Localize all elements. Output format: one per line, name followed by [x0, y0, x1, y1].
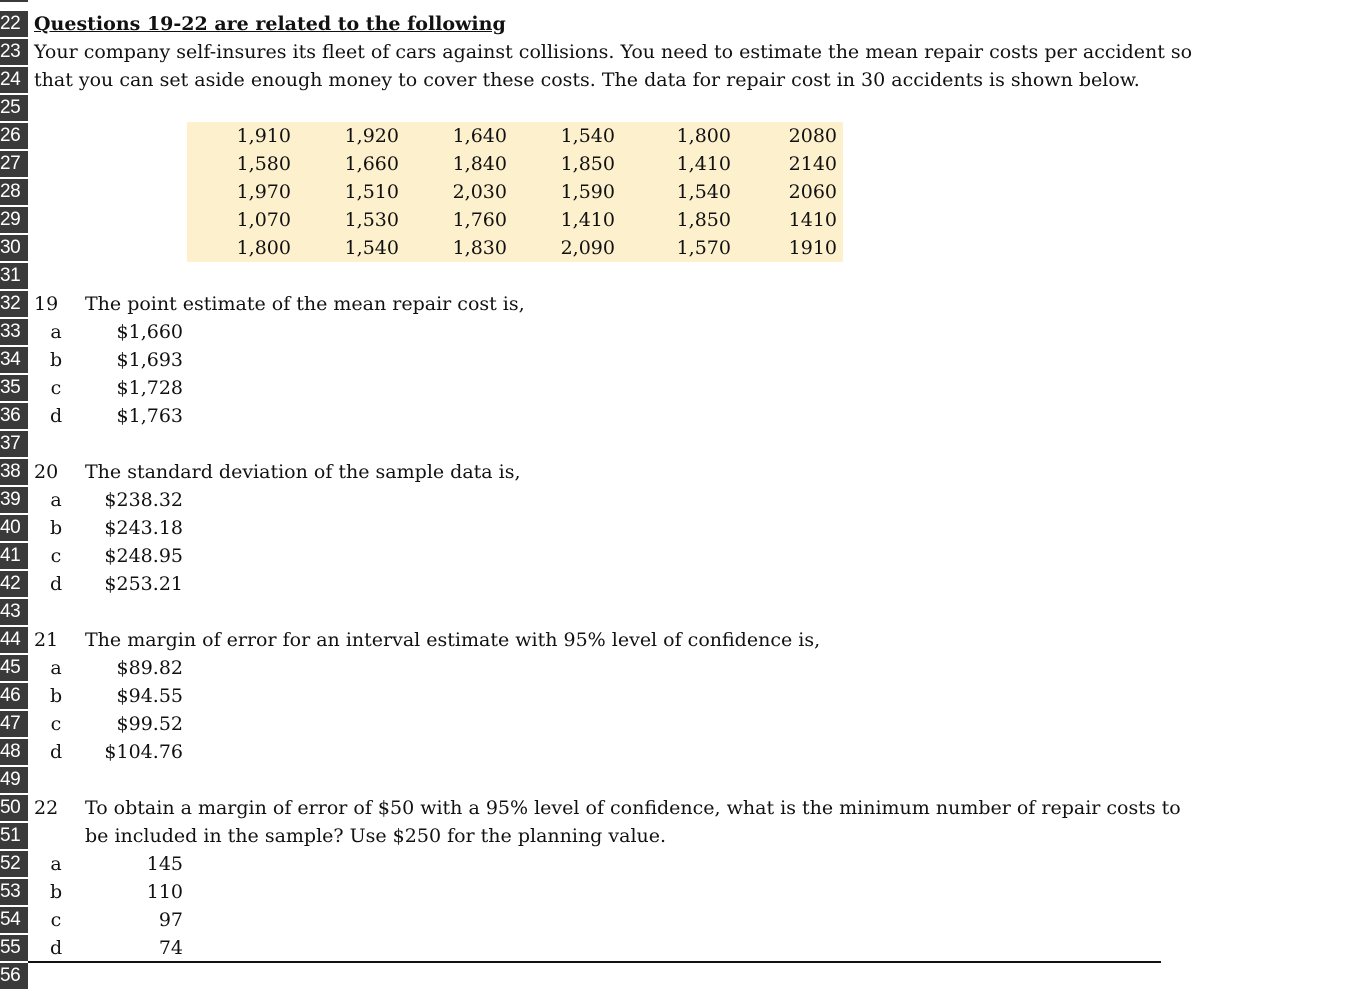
option-letter: d	[50, 937, 63, 959]
data-cell[interactable]: 1,970	[236, 181, 291, 203]
bottom-border	[28, 961, 1161, 963]
sheet-row	[0, 794, 1366, 822]
sheet-row	[0, 38, 1366, 66]
option-letter: a	[50, 321, 62, 343]
data-cell[interactable]: 1,580	[236, 153, 291, 175]
data-cell[interactable]: 2,090	[560, 237, 615, 259]
sheet-row	[0, 514, 1366, 542]
sheet-row	[0, 430, 1366, 458]
data-cell[interactable]: 1,800	[676, 125, 731, 147]
sheet-row	[0, 682, 1366, 710]
data-cell[interactable]: 1910	[788, 237, 837, 259]
sheet-row	[0, 10, 1366, 38]
row-number[interactable]: 39	[0, 487, 28, 513]
data-cell[interactable]: 1,840	[452, 153, 507, 175]
row-number[interactable]: 28	[0, 179, 28, 205]
row-number[interactable]: 50	[0, 795, 28, 821]
row-number[interactable]: 36	[0, 403, 28, 429]
row-number[interactable]: 34	[0, 347, 28, 373]
option-value[interactable]: $99.52	[116, 713, 183, 735]
data-cell[interactable]: 1,540	[560, 125, 615, 147]
row-number[interactable]: 49	[0, 767, 28, 793]
sheet-row	[0, 906, 1366, 934]
row-number[interactable]: 26	[0, 123, 28, 149]
data-cell[interactable]: 1,530	[344, 209, 399, 231]
sheet-row	[0, 486, 1366, 514]
sheet-row	[0, 626, 1366, 654]
option-letter: a	[50, 657, 62, 679]
option-letter: d	[50, 405, 63, 427]
option-value[interactable]: $1,660	[116, 321, 183, 343]
row-number[interactable]: 55	[0, 935, 28, 961]
data-cell[interactable]: 1,660	[344, 153, 399, 175]
sheet-row	[0, 178, 1366, 206]
data-cell[interactable]: 1410	[788, 209, 837, 231]
option-value[interactable]: 110	[146, 881, 183, 903]
row-number[interactable]: 46	[0, 683, 28, 709]
data-cell[interactable]: 1,830	[452, 237, 507, 259]
question-text: The point estimate of the mean repair cost is,	[85, 293, 525, 315]
row-number[interactable]: 27	[0, 151, 28, 177]
option-value[interactable]: $89.82	[116, 657, 183, 679]
sheet-row	[0, 122, 1366, 150]
option-value[interactable]: 145	[146, 853, 183, 875]
option-letter: b	[50, 881, 63, 903]
sheet-row	[0, 94, 1366, 122]
option-value[interactable]: $1,763	[116, 405, 183, 427]
option-letter: b	[50, 349, 63, 371]
option-letter: d	[50, 741, 63, 763]
data-cell[interactable]: 2,030	[452, 181, 507, 203]
row-number[interactable]: 24	[0, 67, 28, 93]
row-number[interactable]: 38	[0, 459, 28, 485]
question-text: To obtain a margin of error of $50 with a 95% level of confidence, what is the minimum number of repair costs to	[85, 797, 1181, 819]
question-number: 19	[34, 293, 59, 315]
section-heading: Questions 19-22 are related to the following	[34, 13, 506, 35]
data-cell[interactable]: 2140	[788, 153, 837, 175]
question-number: 20	[34, 461, 59, 483]
option-letter: c	[50, 377, 62, 399]
data-cell[interactable]: 1,410	[676, 153, 731, 175]
sheet-row	[0, 962, 1366, 990]
row-number[interactable]: 29	[0, 207, 28, 233]
row-number[interactable]: 25	[0, 95, 28, 121]
sheet-row	[0, 402, 1366, 430]
sheet-row	[0, 710, 1366, 738]
row-number[interactable]: 32	[0, 291, 28, 317]
question-number: 21	[34, 629, 59, 651]
row-number[interactable]	[0, 0, 28, 2]
data-cell[interactable]: 1,640	[452, 125, 507, 147]
row-number[interactable]: 53	[0, 879, 28, 905]
data-cell[interactable]: 1,850	[676, 209, 731, 231]
sheet-row	[0, 570, 1366, 598]
row-number[interactable]: 22	[0, 11, 28, 37]
data-cell[interactable]: 1,570	[676, 237, 731, 259]
option-value[interactable]: $1,693	[116, 349, 183, 371]
option-value[interactable]: $238.32	[104, 489, 183, 511]
data-cell[interactable]: 1,510	[344, 181, 399, 203]
row-number[interactable]: 52	[0, 851, 28, 877]
question-text: The margin of error for an interval estimate with 95% level of confidence is,	[85, 629, 821, 651]
sheet-row	[0, 346, 1366, 374]
sheet-row	[0, 934, 1366, 962]
row-number[interactable]: 40	[0, 515, 28, 541]
sheet-row	[0, 234, 1366, 262]
data-cell[interactable]: 1,540	[676, 181, 731, 203]
question-text: The standard deviation of the sample data is,	[85, 461, 521, 483]
row-number[interactable]: 35	[0, 375, 28, 401]
data-cell[interactable]: 2080	[788, 125, 837, 147]
sheet-row	[0, 206, 1366, 234]
sheet-row	[0, 150, 1366, 178]
sheet-row	[0, 262, 1366, 290]
option-value[interactable]: 74	[158, 937, 183, 959]
sheet-row	[0, 0, 1366, 3]
option-value[interactable]: 97	[158, 909, 183, 931]
row-number[interactable]: 30	[0, 235, 28, 261]
data-cell[interactable]: 1,920	[344, 125, 399, 147]
question-text: be included in the sample? Use $250 for the planning value.	[85, 825, 667, 847]
option-letter: b	[50, 517, 63, 539]
sheet-row	[0, 598, 1366, 626]
option-value[interactable]: $1,728	[116, 377, 183, 399]
row-number[interactable]: 31	[0, 263, 28, 289]
sheet-row	[0, 318, 1366, 346]
sheet-row	[0, 878, 1366, 906]
sheet-row	[0, 374, 1366, 402]
question-number: 22	[34, 797, 59, 819]
row-number[interactable]: 23	[0, 39, 28, 65]
intro-text: Your company self-insures its fleet of cars against collisions. You need to estimate the mean repair costs per accident so	[34, 41, 1193, 63]
option-value[interactable]: $248.95	[104, 545, 183, 567]
data-cell[interactable]: 1,800	[236, 237, 291, 259]
option-letter: c	[50, 713, 62, 735]
data-cell[interactable]: 1,850	[560, 153, 615, 175]
option-value[interactable]: $253.21	[104, 573, 183, 595]
option-letter: a	[50, 489, 62, 511]
row-number[interactable]: 42	[0, 571, 28, 597]
sheet-row	[0, 654, 1366, 682]
row-number[interactable]: 33	[0, 319, 28, 345]
sheet-row	[0, 850, 1366, 878]
row-number[interactable]: 44	[0, 627, 28, 653]
sheet-row	[0, 66, 1366, 94]
option-letter: c	[50, 545, 62, 567]
sheet-row	[0, 766, 1366, 794]
data-cell[interactable]: 1,410	[560, 209, 615, 231]
option-value[interactable]: $94.55	[116, 685, 183, 707]
option-letter: a	[50, 853, 62, 875]
sheet-row	[0, 822, 1366, 850]
data-cell[interactable]: 1,070	[236, 209, 291, 231]
option-value[interactable]: $104.76	[104, 741, 183, 763]
data-cell[interactable]: 1,910	[236, 125, 291, 147]
option-value[interactable]: $243.18	[104, 517, 183, 539]
row-number[interactable]: 37	[0, 431, 28, 457]
sheet-row	[0, 542, 1366, 570]
sheet-row	[0, 458, 1366, 486]
sheet-row	[0, 290, 1366, 318]
row-number[interactable]: 47	[0, 711, 28, 737]
row-number[interactable]: 41	[0, 543, 28, 569]
row-number[interactable]: 51	[0, 823, 28, 849]
row-number[interactable]: 45	[0, 655, 28, 681]
sheet-row	[0, 738, 1366, 766]
data-cell[interactable]: 1,540	[344, 237, 399, 259]
row-number[interactable]: 48	[0, 739, 28, 765]
data-cell[interactable]: 1,590	[560, 181, 615, 203]
data-cell[interactable]: 1,760	[452, 209, 507, 231]
option-letter: c	[50, 909, 62, 931]
row-number[interactable]: 56	[0, 963, 28, 989]
data-cell[interactable]: 2060	[788, 181, 837, 203]
row-number[interactable]: 54	[0, 907, 28, 933]
intro-text: that you can set aside enough money to cover these costs. The data for repair cost in 30 accidents is shown below.	[34, 69, 1140, 91]
row-number[interactable]: 43	[0, 599, 28, 625]
option-letter: d	[50, 573, 63, 595]
option-letter: b	[50, 685, 63, 707]
